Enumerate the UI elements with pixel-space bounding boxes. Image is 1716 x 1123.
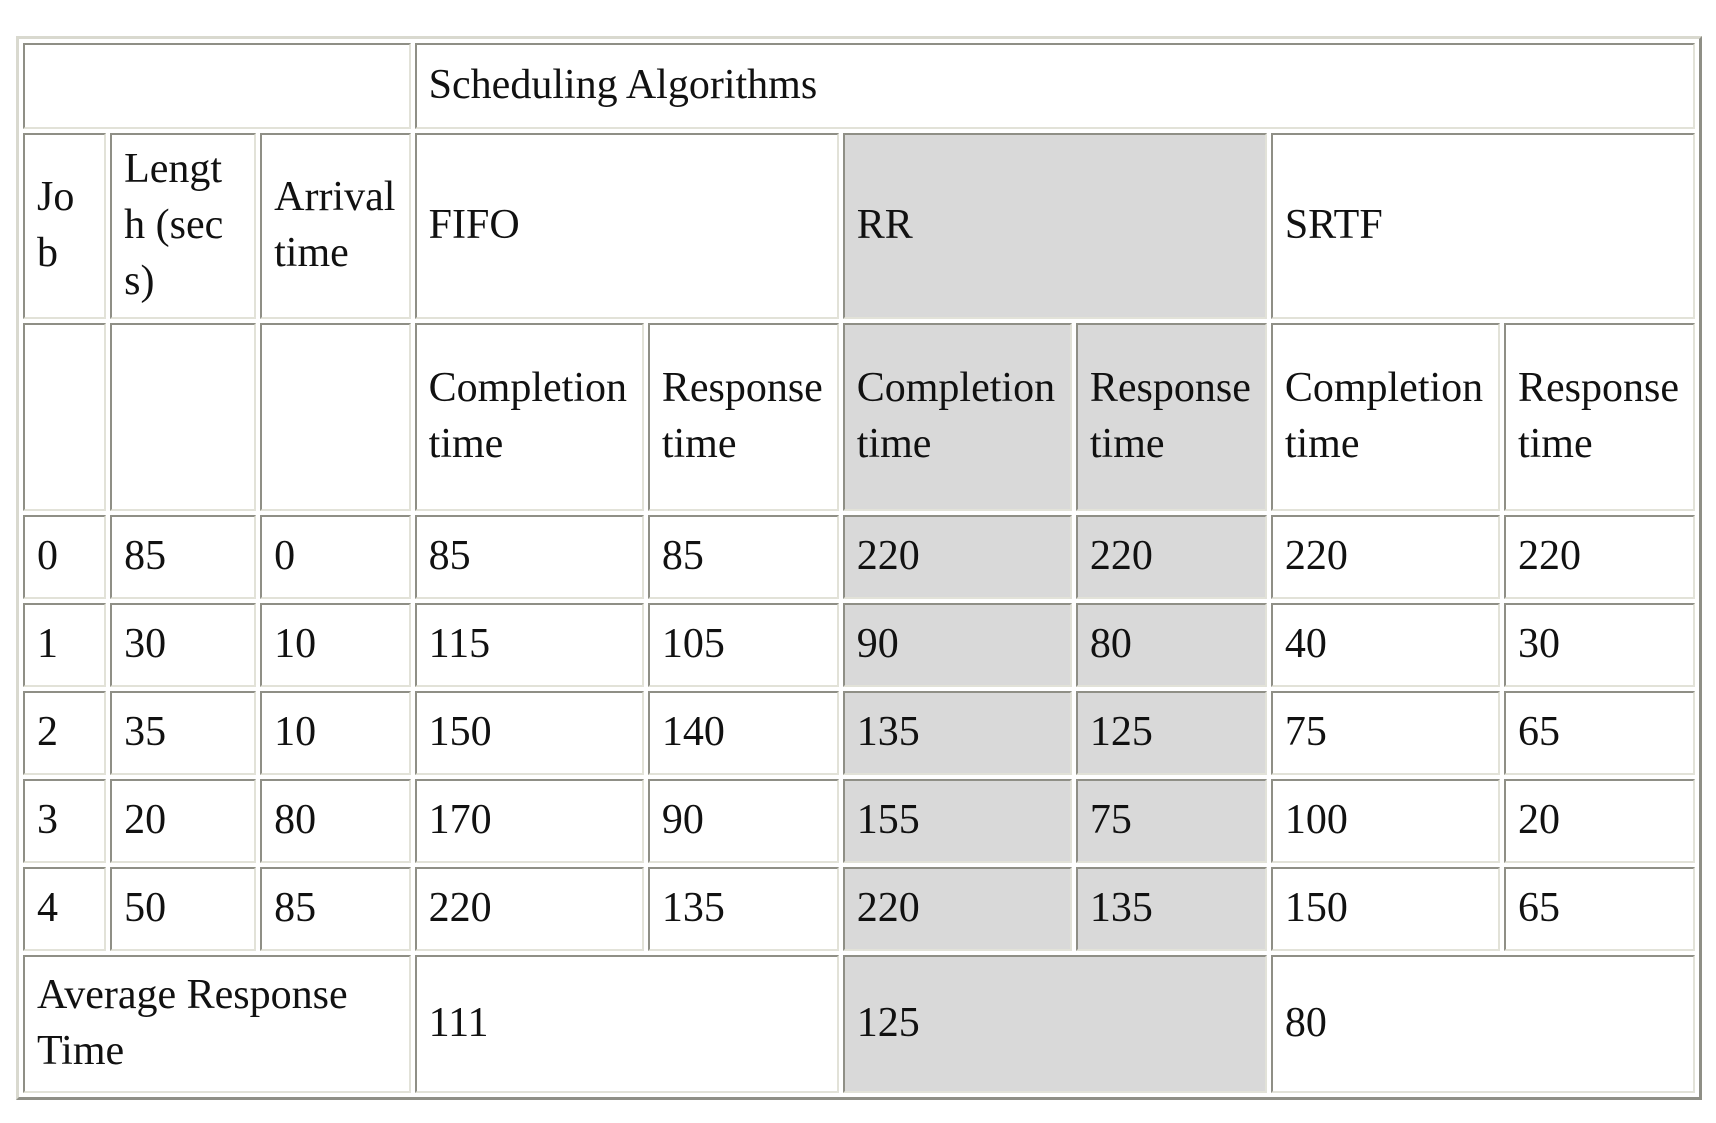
rr-response-cell: 75 <box>1076 779 1267 863</box>
srtf-response-cell: 65 <box>1504 867 1695 951</box>
algorithm-header-row <box>23 133 1695 319</box>
length-cell: 50 <box>110 867 256 951</box>
rr-header: RR <box>843 133 1267 319</box>
table-row <box>23 691 1695 775</box>
srtf-completion-cell: 100 <box>1271 779 1500 863</box>
fifo-header: FIFO <box>415 133 839 319</box>
length-cell: 35 <box>110 691 256 775</box>
length-cell: 85 <box>110 515 256 599</box>
arrival-cell: 10 <box>260 603 411 687</box>
srtf-header: SRTF <box>1271 133 1695 319</box>
rr-response-cell: 220 <box>1076 515 1267 599</box>
length-cell: 30 <box>110 603 256 687</box>
srtf-response-cell: 220 <box>1504 515 1695 599</box>
srtf-response-cell: 65 <box>1504 691 1695 775</box>
length-cell: 20 <box>110 779 256 863</box>
rr-average-cell: 125 <box>843 955 1267 1093</box>
fifo-response-cell: 135 <box>648 867 839 951</box>
arrival-header: Arrival time <box>260 133 411 319</box>
average-row <box>23 955 1695 1093</box>
scheduling-table <box>16 36 1702 1100</box>
fifo-response-cell: 90 <box>648 779 839 863</box>
rr-completion-header: Completion time <box>843 323 1072 511</box>
fifo-response-header: Response time <box>648 323 839 511</box>
fifo-completion-cell: 150 <box>415 691 644 775</box>
table-row <box>23 603 1695 687</box>
fifo-completion-cell: 115 <box>415 603 644 687</box>
fifo-average-cell: 111 <box>415 955 839 1093</box>
srtf-response-cell: 20 <box>1504 779 1695 863</box>
rr-completion-cell: 220 <box>843 867 1072 951</box>
job-cell: 4 <box>23 867 106 951</box>
job-cell: 3 <box>23 779 106 863</box>
blank-cell <box>23 43 411 129</box>
rr-completion-cell: 220 <box>843 515 1072 599</box>
average-label: Average Response Time <box>23 955 411 1093</box>
fifo-completion-cell: 220 <box>415 867 644 951</box>
blank-cell <box>23 323 106 511</box>
job-cell: 1 <box>23 603 106 687</box>
srtf-completion-cell: 75 <box>1271 691 1500 775</box>
srtf-completion-cell: 220 <box>1271 515 1500 599</box>
title-row <box>23 43 1695 129</box>
arrival-cell: 85 <box>260 867 411 951</box>
table-row <box>23 867 1695 951</box>
job-cell: 2 <box>23 691 106 775</box>
srtf-completion-cell: 150 <box>1271 867 1500 951</box>
srtf-completion-cell: 40 <box>1271 603 1500 687</box>
table-row <box>23 779 1695 863</box>
table-title: Scheduling Algorithms <box>415 43 1695 129</box>
rr-response-cell: 125 <box>1076 691 1267 775</box>
fifo-completion-cell: 170 <box>415 779 644 863</box>
arrival-cell: 0 <box>260 515 411 599</box>
fifo-completion-header: Completion time <box>415 323 644 511</box>
fifo-completion-cell: 85 <box>415 515 644 599</box>
length-header: Length (secs) <box>110 133 256 319</box>
blank-cell <box>260 323 411 511</box>
rr-completion-cell: 90 <box>843 603 1072 687</box>
rr-response-header: Response time <box>1076 323 1267 511</box>
blank-cell <box>110 323 256 511</box>
fifo-response-cell: 140 <box>648 691 839 775</box>
arrival-cell: 80 <box>260 779 411 863</box>
fifo-response-cell: 105 <box>648 603 839 687</box>
srtf-response-cell: 30 <box>1504 603 1695 687</box>
srtf-response-header: Response time <box>1504 323 1695 511</box>
arrival-cell: 10 <box>260 691 411 775</box>
rr-response-cell: 80 <box>1076 603 1267 687</box>
rr-completion-cell: 155 <box>843 779 1072 863</box>
srtf-completion-header: Completion time <box>1271 323 1500 511</box>
rr-completion-cell: 135 <box>843 691 1072 775</box>
job-cell: 0 <box>23 515 106 599</box>
srtf-average-cell: 80 <box>1271 955 1695 1093</box>
fifo-response-cell: 85 <box>648 515 839 599</box>
rr-response-cell: 135 <box>1076 867 1267 951</box>
job-header: Job <box>23 133 106 319</box>
subheader-row <box>23 323 1695 511</box>
table-row <box>23 515 1695 599</box>
